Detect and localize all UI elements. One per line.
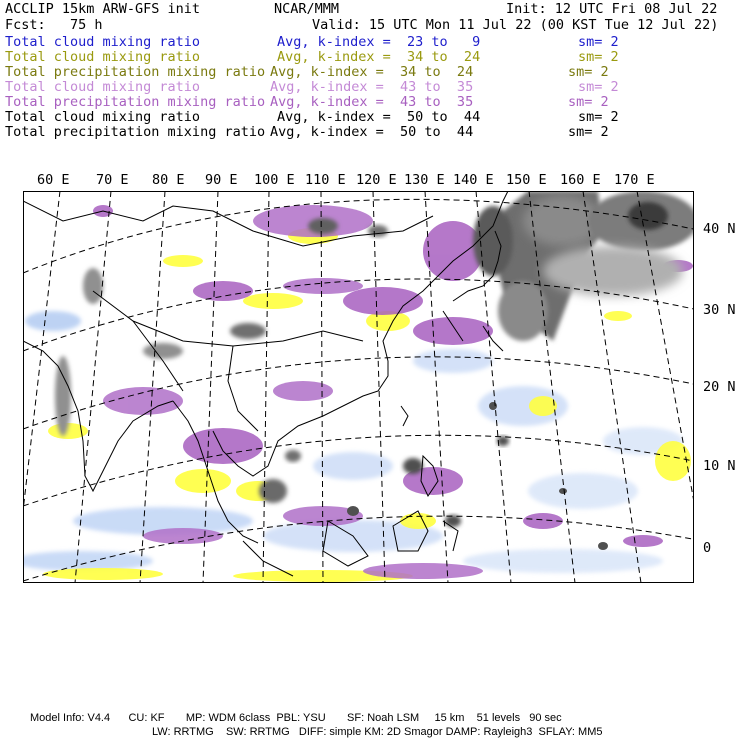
forecast-hour: Fcst: 75 h <box>5 17 103 33</box>
lon-label: 120 E <box>356 172 397 188</box>
lon-label: 90 E <box>205 172 238 188</box>
legend-smooth: sm= 2 <box>568 64 609 80</box>
legend-range: Avg, k-index = 34 to 24 <box>270 64 474 80</box>
legend-label: Total precipitation mixing ratio <box>5 94 266 110</box>
legend-range: Avg, k-index = 34 to 24 <box>277 49 481 65</box>
legend-row-5 <box>5 95 265 110</box>
lon-label: 140 E <box>453 172 494 188</box>
init-time: Init: 12 UTC Fri 08 Jul 22 <box>506 1 718 17</box>
lat-label: 20 N <box>703 379 736 395</box>
lat-label: 10 N <box>703 458 736 474</box>
lon-label: 80 E <box>152 172 185 188</box>
lon-label: 100 E <box>254 172 295 188</box>
model-info-line-1: Model Info: V4.4 CU: KF MP: WDM 6class PBL: YSU SF: Noah LSM 15 km 51 levels 90 sec <box>30 712 562 724</box>
legend-smooth: sm= 2 <box>568 124 609 140</box>
forecast-map <box>23 191 694 583</box>
legend-row-4 <box>5 80 200 95</box>
lon-label: 70 E <box>96 172 129 188</box>
legend-smooth: sm= 2 <box>578 34 619 50</box>
legend-row-3 <box>5 65 265 80</box>
legend-range: Avg, k-index = 43 to 35 <box>270 79 474 95</box>
lon-label: 60 E <box>37 172 70 188</box>
legend-row-1 <box>5 35 200 50</box>
legend-range: Avg, k-index = 50 to 44 <box>277 109 481 125</box>
lon-label: 130 E <box>404 172 445 188</box>
legend-label: Total precipitation mixing ratio <box>5 64 266 80</box>
legend-smooth: sm= 2 <box>578 109 619 125</box>
legend-label: Total cloud mixing ratio <box>5 79 201 95</box>
valid-time: Valid: 15 UTC Mon 11 Jul 22 (00 KST Tue 12 Jul 22) <box>312 17 719 33</box>
legend-range: Avg, k-index = 43 to 35 <box>270 94 474 110</box>
legend-smooth: sm= 2 <box>578 79 619 95</box>
lon-label: 160 E <box>560 172 601 188</box>
lon-label: 150 E <box>506 172 547 188</box>
legend-label: Total cloud mixing ratio <box>5 49 201 65</box>
legend-row-6 <box>5 110 200 125</box>
legend-label: Total cloud mixing ratio <box>5 34 201 50</box>
legend-range: Avg, k-index = 50 to 44 <box>270 124 474 140</box>
organization-label: NCAR/MMM <box>274 1 340 17</box>
lat-label: 30 N <box>703 302 736 318</box>
plot-title: ACCLIP 15km ARW-GFS init <box>5 1 201 17</box>
lat-label: 0 <box>703 540 712 556</box>
legend-label: Total precipitation mixing ratio <box>5 124 266 140</box>
lat-label: 40 N <box>703 221 736 237</box>
legend-range: Avg, k-index = 23 to 9 <box>277 34 481 50</box>
lon-label: 170 E <box>614 172 655 188</box>
legend-label: Total cloud mixing ratio <box>5 109 201 125</box>
legend-smooth: sm= 2 <box>578 49 619 65</box>
legend-smooth: sm= 2 <box>568 94 609 110</box>
legend-row-7 <box>5 125 265 140</box>
model-info-line-2: LW: RRTMG SW: RRTMG DIFF: simple KM: 2D Smagor DAMP: Rayleigh3 SFLAY: MM5 <box>152 726 603 738</box>
lon-label: 110 E <box>305 172 346 188</box>
legend-row-2 <box>5 50 200 65</box>
